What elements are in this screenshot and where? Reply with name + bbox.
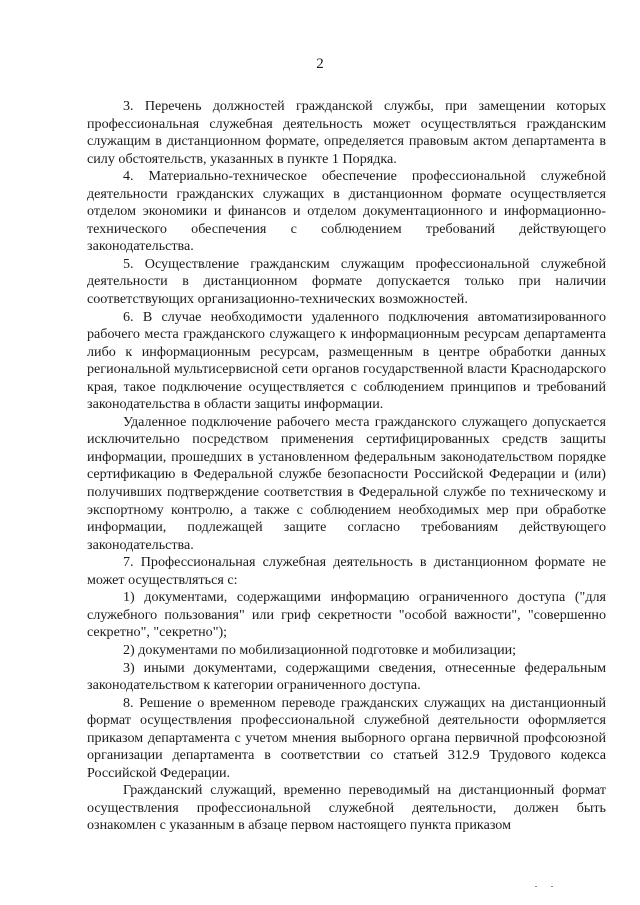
scan-artifact [551, 886, 553, 887]
paragraph-item-8: 8. Решение о временном переводе гражданских служащих на дистанционный формат осуществления профессиональной служебной деятельности оформляется приказом департамента с учетом мнения выборного органа первичной профсоюзной организации департамента в соответствии со статьей 312.9 Трудового кодекса Российской Федерации. [87, 694, 606, 781]
paragraph-item-7: 7. Профессиональная служебная деятельность в дистанционном формате не может осуществляться с: [87, 554, 606, 588]
paragraph-familiarization: Гражданский служащий, временно переводимый на дистанционный формат осуществления профессиональной служебной деятельности, должен быть ознакомлен с указанным в абзаце первом настоящего пункта приказом [87, 782, 606, 834]
page-number: 2 [316, 56, 324, 72]
paragraph-item-3: 3. Перечень должностей гражданской службы, при замещении которых профессиональная служебная деятельность может осуществляться гражданским служащим в дистанционном формате, определяется правовым актом департамента в силу обстоятельств, указанных в пункте 1 Порядка. [87, 98, 606, 167]
document-body [87, 98, 606, 835]
list-item-7-2: 2) документами по мобилизационной подготовке и мобилизации; [123, 641, 517, 658]
list-item-7-3: 3) иными документами, содержащими сведения, отнесенные федеральным законодательством к категории ограниченного доступа. [87, 659, 606, 694]
paragraph-remote-connection: Удаленное подключение рабочего места гражданского служащего допускается исключительно посредством применения сертифицированных средств защиты информации, прошедших в установленном федеральным законодательством порядке сертификацию в Федеральной службе безопасности Российской Федерации и (или) получивших подтверждение соответствия в Федеральной службе по техническому и экспортному контролю, а также с соблюдением необходимых мер при обработке информации, подлежащей защите согласно требованиям действующего законодательства. [87, 413, 606, 553]
paragraph-item-5: 5. Осуществление гражданским служащим профессиональной служебной деятельности в дистанционном формате допускается только при наличии соответствующих организационно-технических возможностей. [87, 255, 606, 308]
paragraph-item-4: 4. Материально-техническое обеспечение профессиональной служебной деятельности гражданских служащих в дистанционном формате осуществляется отделом экономики и финансов и отделом документационного и информационно-технического обеспечения с соблюдением требований действующего законодательства. [87, 168, 606, 255]
paragraph-item-6: 6. В случае необходимости удаленного подключения автоматизированного рабочего места гражданского служащего к информационным ресурсам департамента либо к информационным ресурсам, размещенным в центре обработки данных региональной мультисервисной сети органов государственной власти Краснодарского края, такое подключение осуществляется с соблюдением принципов и требований законодательства в области защиты информации. [87, 308, 606, 413]
scan-artifact [535, 886, 537, 887]
list-item-7-1: 1) документами, содержащими информацию ограниченного доступа ("для служебного пользования" или гриф секретности "особой важности", "совершенно секретно", "секретно"); [87, 589, 606, 641]
